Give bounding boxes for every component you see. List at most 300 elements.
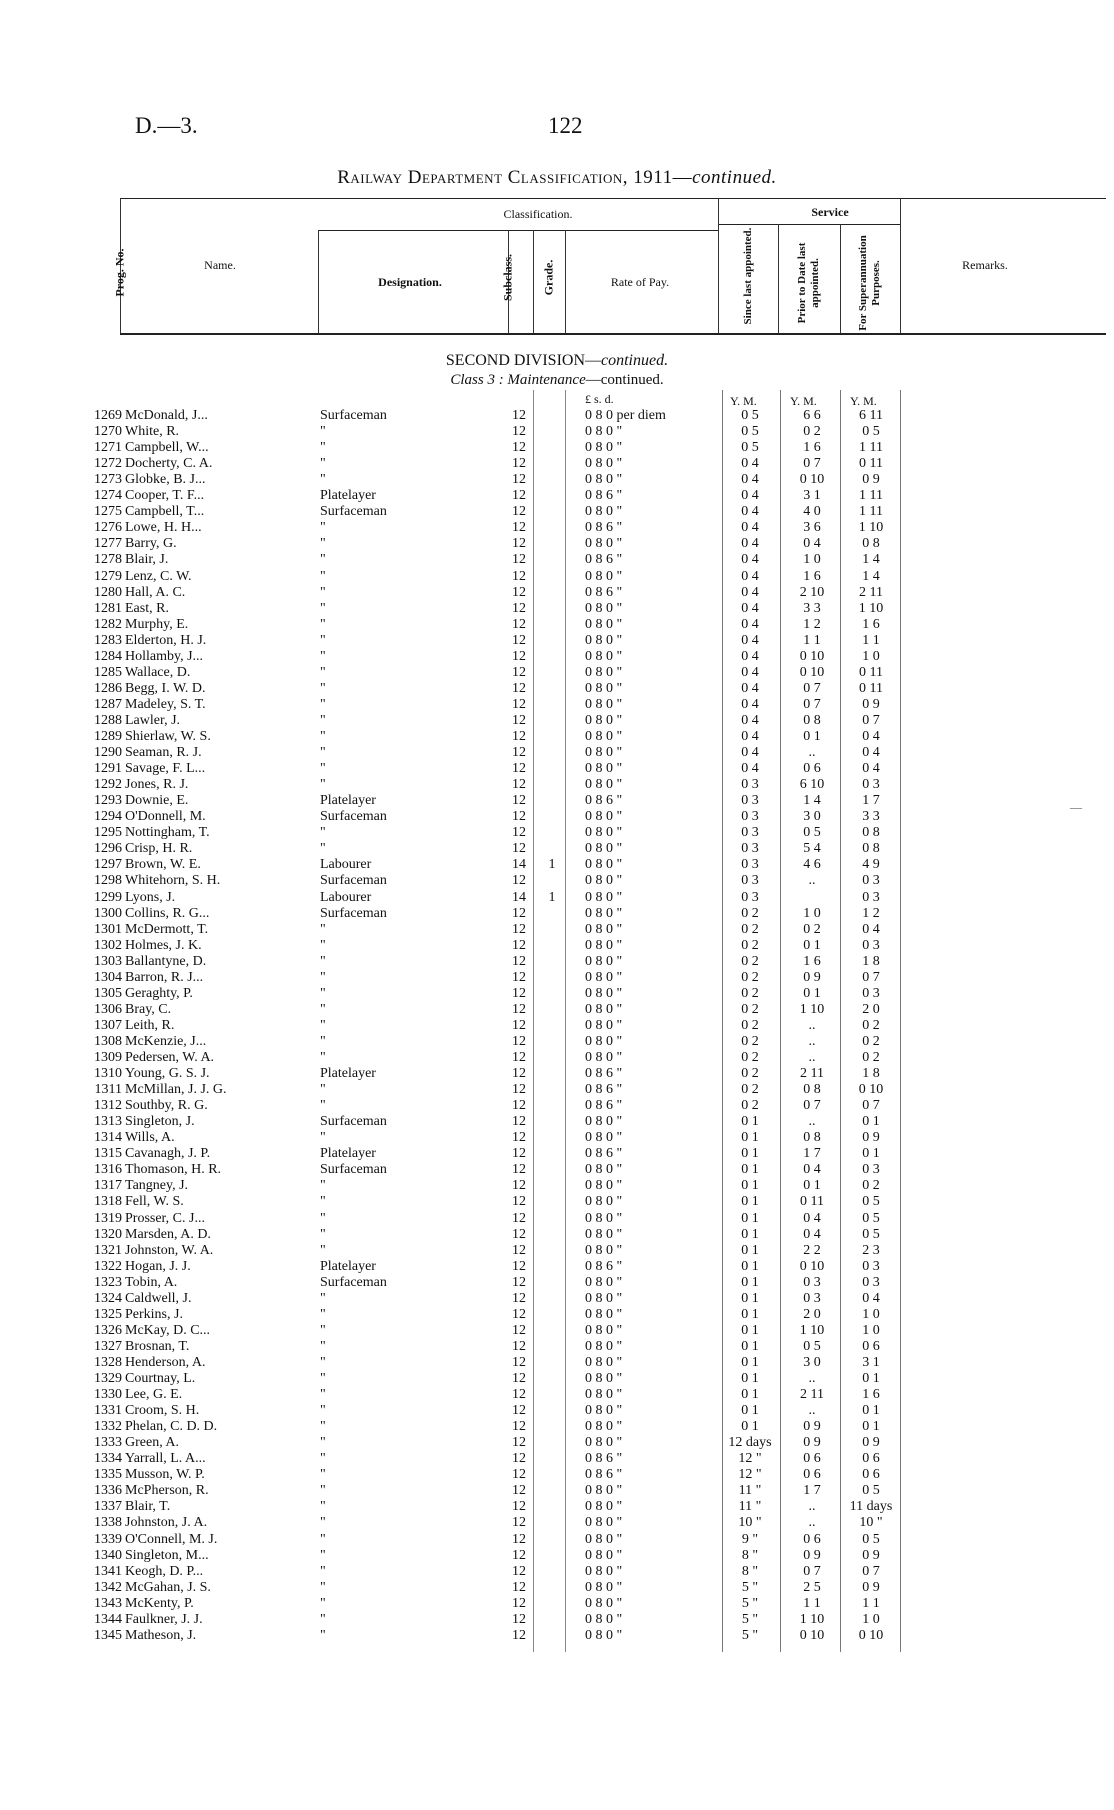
- subclass-cell: 12: [512, 729, 526, 744]
- prog-number-cell: 1295: [94, 825, 122, 841]
- prog-number-cell: 1343: [94, 1595, 122, 1611]
- name-cell: Globke, B. J...: [125, 472, 206, 488]
- superannuation-cell: 1 11: [859, 504, 883, 520]
- superannuation-cell: 0 5: [862, 1226, 880, 1242]
- subclass-cell: 12: [512, 1579, 526, 1595]
- prog-number-cell: 1319: [94, 1210, 122, 1226]
- name-cell: McPherson, R.: [125, 1483, 209, 1499]
- name-cell: Barry, G.: [125, 536, 177, 552]
- prior-service-cell: 6 6: [803, 408, 821, 423]
- subclass-cell: 12: [512, 1194, 526, 1210]
- prior-service-cell: 6 10: [799, 777, 825, 793]
- subclass-cell: 12: [512, 969, 526, 985]
- since-appointed-cell: 0 1: [741, 1403, 759, 1419]
- subclass-cell: 12: [512, 1419, 526, 1435]
- superannuation-cell: 0 6: [862, 1467, 880, 1483]
- since-appointed-cell: 0 4: [741, 504, 759, 520]
- since-units: Y. M.: [730, 394, 757, 408]
- designation-cell: ": [320, 1595, 326, 1611]
- header-grade: Grade.: [541, 259, 556, 296]
- prog-number-cell: 1310: [94, 1066, 122, 1082]
- name-cell: Leith, R.: [125, 1017, 175, 1033]
- since-appointed-cell: 10 ": [738, 1515, 762, 1531]
- name-cell: East, R.: [125, 600, 169, 616]
- name-cell: McMillan, J. J. G.: [125, 1082, 227, 1098]
- rate-cell: 0 8 0 ": [585, 985, 623, 1001]
- header-classification: Classification.: [503, 207, 573, 221]
- rate-cell: 0 8 6 ": [585, 520, 623, 536]
- table-row: [0, 1371, 1114, 1387]
- rate-cell: 0 8 6 ": [585, 1146, 623, 1162]
- subclass-cell: 12: [512, 552, 526, 568]
- since-appointed-cell: 0 1: [741, 1290, 759, 1306]
- designation-cell: ": [320, 825, 326, 841]
- name-cell: Croom, S. H.: [125, 1403, 200, 1419]
- prog-number-cell: 1271: [94, 440, 122, 456]
- prior-service-cell: 0 2: [803, 921, 821, 937]
- designation-cell: ": [320, 969, 326, 985]
- prog-number-cell: 1284: [94, 648, 122, 664]
- grade-cell: 1: [548, 857, 556, 873]
- prior-service-cell: 1 6: [803, 953, 821, 969]
- rate-cell: 0 8 0 ": [585, 712, 623, 728]
- name-cell: Marsden, A. D.: [125, 1226, 211, 1242]
- prog-number-cell: 1314: [94, 1130, 122, 1146]
- superannuation-cell: 1 4: [862, 552, 880, 568]
- rate-cell: 0 8 0 ": [585, 664, 623, 680]
- table-row: [0, 1227, 1114, 1243]
- since-appointed-cell: 0 1: [741, 1162, 759, 1178]
- prior-service-cell: ..: [808, 745, 816, 761]
- designation-cell: Surfaceman: [320, 1114, 387, 1130]
- designation-cell: ": [320, 841, 326, 857]
- prog-number-cell: 1328: [94, 1354, 122, 1370]
- superannuation-cell: 1 10: [858, 520, 884, 536]
- designation-cell: Platelayer: [320, 793, 376, 809]
- since-appointed-cell: 0 2: [741, 953, 759, 969]
- table-row: [0, 1548, 1114, 1564]
- name-cell: McKenty, P.: [125, 1595, 194, 1611]
- subclass-cell: 12: [512, 424, 526, 440]
- table-row: [0, 1483, 1114, 1499]
- prog-number-cell: 1324: [94, 1290, 122, 1306]
- name-cell: Savage, F. L...: [125, 761, 206, 777]
- superannuation-cell: 1 0: [862, 1306, 880, 1322]
- designation-cell: ": [320, 1098, 326, 1114]
- since-appointed-cell: 0 4: [741, 648, 759, 664]
- superannuation-cell: 0 1: [862, 1114, 880, 1130]
- rate-cell: 0 8 6 ": [585, 584, 623, 600]
- prog-number-cell: 1303: [94, 953, 122, 969]
- prog-number-cell: 1312: [94, 1098, 122, 1114]
- subclass-cell: 12: [512, 440, 526, 456]
- prior-service-cell: 0 9: [803, 969, 821, 985]
- table-row: [0, 922, 1114, 938]
- table-row: [0, 970, 1114, 986]
- table-row: [0, 1034, 1114, 1050]
- prior-service-cell: 2 2: [803, 1242, 821, 1258]
- prog-number-cell: 1334: [94, 1451, 122, 1467]
- rate-cell: 0 8 0 ": [585, 1322, 623, 1338]
- since-appointed-cell: 0 5: [741, 408, 759, 423]
- table-row: [0, 1243, 1114, 1259]
- prog-number-cell: 1294: [94, 809, 122, 825]
- name-cell: Cavanagh, J. P.: [125, 1146, 211, 1162]
- prior-service-cell: 0 4: [803, 1210, 821, 1226]
- subclass-cell: 12: [512, 584, 526, 600]
- superannuation-cell: 11 days: [849, 1499, 893, 1515]
- superannuation-cell: 0 8: [862, 825, 880, 841]
- superannuation-cell: 0 3: [862, 777, 880, 793]
- superannuation-cell: 0 4: [862, 1290, 880, 1306]
- prior-service-cell: 1 10: [799, 1322, 825, 1338]
- rate-cell: 0 8 0 ": [585, 761, 623, 777]
- since-appointed-cell: 0 2: [741, 1017, 759, 1033]
- table-row: [0, 1580, 1114, 1596]
- prog-number-cell: 1290: [94, 745, 122, 761]
- prog-number-cell: 1338: [94, 1515, 122, 1531]
- since-appointed-cell: 0 1: [741, 1338, 759, 1354]
- table-row: [0, 1291, 1114, 1307]
- document-reference: D.—3.: [135, 113, 198, 138]
- superannuation-cell: 2 11: [859, 584, 883, 600]
- since-appointed-cell: 8 ": [741, 1563, 759, 1579]
- rate-cell: 0 8 0 ": [585, 1162, 623, 1178]
- name-cell: Singleton, M...: [125, 1547, 209, 1563]
- subclass-cell: 12: [512, 1146, 526, 1162]
- prog-number-cell: 1282: [94, 616, 122, 632]
- prog-number-cell: 1308: [94, 1033, 122, 1049]
- subclass-cell: 12: [512, 648, 526, 664]
- rate-cell: 0 8 0 ": [585, 1306, 623, 1322]
- designation-cell: ": [320, 600, 326, 616]
- prog-number-cell: 1296: [94, 841, 122, 857]
- rate-cell: 0 8 0 ": [585, 1130, 623, 1146]
- prog-number-cell: 1320: [94, 1226, 122, 1242]
- prior-service-cell: 0 2: [803, 424, 821, 440]
- designation-cell: ": [320, 1338, 326, 1354]
- table-row: [0, 825, 1114, 841]
- designation-cell: ": [320, 1226, 326, 1242]
- designation-cell: ": [320, 1082, 326, 1098]
- since-appointed-cell: 0 4: [741, 664, 759, 680]
- rate-cell: 0 8 0 ": [585, 472, 623, 488]
- table-row: [0, 1532, 1114, 1548]
- subclass-cell: 12: [512, 953, 526, 969]
- prog-number-cell: 1279: [94, 568, 122, 584]
- table-row: [0, 1435, 1114, 1451]
- table-row: [0, 520, 1114, 536]
- subclass-cell: 12: [512, 1066, 526, 1082]
- division-heading: [0, 352, 1114, 370]
- rate-cell: 0 8 0 ": [585, 1387, 623, 1403]
- name-cell: McDermott, T.: [125, 921, 209, 937]
- rate-cell: 0 8 6 ": [585, 1082, 623, 1098]
- rate-cell: 0 8 0 ": [585, 889, 623, 905]
- subclass-cell: 12: [512, 793, 526, 809]
- name-cell: Hogan, J. J.: [125, 1258, 191, 1274]
- table-row: [0, 1419, 1114, 1435]
- prog-number-cell: 1345: [94, 1627, 122, 1643]
- rate-cell: 0 8 0 ": [585, 1435, 623, 1451]
- name-cell: Barron, R. J...: [125, 969, 204, 985]
- since-appointed-cell: 0 2: [741, 1082, 759, 1098]
- name-cell: Blair, T.: [125, 1499, 171, 1515]
- header-designation: Designation.: [378, 275, 442, 289]
- designation-cell: ": [320, 985, 326, 1001]
- since-appointed-cell: 0 4: [741, 536, 759, 552]
- table-row: [0, 665, 1114, 681]
- prior-service-cell: ..: [808, 1403, 816, 1419]
- since-appointed-cell: 0 1: [741, 1354, 759, 1370]
- designation-cell: ": [320, 1499, 326, 1515]
- rate-cell: 0 8 0 ": [585, 1338, 623, 1354]
- name-cell: Wills, A.: [125, 1130, 175, 1146]
- table-row: [0, 1275, 1114, 1291]
- designation-cell: Surfaceman: [320, 408, 387, 423]
- table-row: [0, 1211, 1114, 1227]
- subclass-cell: 12: [512, 1306, 526, 1322]
- subclass-cell: 12: [512, 1226, 526, 1242]
- classification-rule: [318, 230, 718, 231]
- superannuation-cell: 0 11: [859, 456, 883, 472]
- superannuation-cell: 0 9: [862, 1435, 880, 1451]
- prog-number-cell: 1339: [94, 1531, 122, 1547]
- table-row: [0, 745, 1114, 761]
- superannuation-cell: 1 4: [862, 568, 880, 584]
- designation-cell: ": [320, 696, 326, 712]
- name-cell: Lee, G. E.: [125, 1387, 183, 1403]
- subclass-cell: 12: [512, 1338, 526, 1354]
- rate-cell: 0 8 6 ": [585, 1098, 623, 1114]
- table-row: [0, 841, 1114, 857]
- prog-number-cell: 1287: [94, 696, 122, 712]
- since-appointed-cell: 0 4: [741, 552, 759, 568]
- superannuation-cell: 0 3: [862, 1258, 880, 1274]
- prior-service-cell: 5 4: [803, 841, 821, 857]
- prior-service-cell: 0 1: [803, 937, 821, 953]
- since-appointed-cell: 0 2: [741, 969, 759, 985]
- prog-number-cell: 1321: [94, 1242, 122, 1258]
- superannuation-cell: 0 9: [862, 1547, 880, 1563]
- subclass-cell: 12: [512, 1531, 526, 1547]
- prior-service-cell: 0 10: [799, 1627, 825, 1643]
- rate-cell: 0 8 6 ": [585, 793, 623, 809]
- table-row: [0, 408, 1114, 424]
- subclass-cell: 12: [512, 1178, 526, 1194]
- designation-cell: ": [320, 1515, 326, 1531]
- prog-number-cell: 1311: [94, 1082, 122, 1098]
- subclass-cell: 12: [512, 680, 526, 696]
- title-continued: continued.: [692, 167, 777, 188]
- prog-number-cell: 1293: [94, 793, 122, 809]
- superannuation-cell: 2 3: [862, 1242, 880, 1258]
- prior-service-cell: 0 10: [799, 1258, 825, 1274]
- superannuation-cell: 1 8: [862, 1066, 880, 1082]
- since-appointed-cell: 5 ": [741, 1579, 759, 1595]
- name-cell: O'Connell, M. J.: [125, 1531, 218, 1547]
- prog-number-cell: 1342: [94, 1579, 122, 1595]
- prog-number-cell: 1300: [94, 905, 122, 921]
- prior-service-cell: 3 0: [803, 809, 821, 825]
- header-prior-to-date: Prior to Date last appointed.: [796, 242, 821, 324]
- table-row: [0, 1451, 1114, 1467]
- prog-number-cell: 1301: [94, 921, 122, 937]
- since-appointed-cell: 0 1: [741, 1306, 759, 1322]
- table-row: [0, 1307, 1114, 1323]
- rate-cell: 0 8 6 ": [585, 1451, 623, 1467]
- name-cell: Phelan, C. D. D.: [125, 1419, 218, 1435]
- name-cell: Southby, R. G.: [125, 1098, 208, 1114]
- table-row: [0, 1515, 1114, 1531]
- superannuation-cell: 0 9: [862, 472, 880, 488]
- superannuation-cell: 0 4: [862, 761, 880, 777]
- superannuation-cell: 0 7: [862, 1098, 880, 1114]
- prog-number-cell: 1307: [94, 1017, 122, 1033]
- prog-number-cell: 1325: [94, 1306, 122, 1322]
- subclass-cell: 12: [512, 600, 526, 616]
- name-cell: Campbell, T...: [125, 504, 205, 520]
- name-cell: Downie, E.: [125, 793, 189, 809]
- rate-cell: 0 8 0 ": [585, 1419, 623, 1435]
- table-row: [0, 1018, 1114, 1034]
- since-appointed-cell: 12 days: [728, 1435, 772, 1451]
- prior-service-cell: 4 0: [803, 504, 821, 520]
- table-row: [0, 697, 1114, 713]
- table-row: [0, 633, 1114, 649]
- prior-service-cell: 0 7: [803, 696, 821, 712]
- superannuation-cell: 6 11: [859, 408, 883, 423]
- subclass-cell: 12: [512, 825, 526, 841]
- since-appointed-cell: 0 1: [741, 1178, 759, 1194]
- rate-cell: 0 8 0 ": [585, 1033, 623, 1049]
- prior-service-cell: 2 11: [800, 1387, 824, 1403]
- since-appointed-cell: 0 3: [741, 889, 759, 905]
- subclass-cell: 12: [512, 1017, 526, 1033]
- designation-cell: Surfaceman: [320, 809, 387, 825]
- subclass-cell: 12: [512, 1162, 526, 1178]
- since-appointed-cell: 0 1: [741, 1387, 759, 1403]
- name-cell: Hollamby, J...: [125, 648, 204, 664]
- name-cell: Johnston, W. A.: [125, 1242, 214, 1258]
- prior-service-cell: 1 1: [803, 632, 821, 648]
- prog-number-cell: 1278: [94, 552, 122, 568]
- since-appointed-cell: 0 1: [741, 1210, 759, 1226]
- since-appointed-cell: 0 4: [741, 472, 759, 488]
- table-row: [0, 906, 1114, 922]
- prior-service-cell: 1 10: [799, 1611, 825, 1627]
- name-cell: Singleton, J.: [125, 1114, 195, 1130]
- subclass-cell: 12: [512, 761, 526, 777]
- prior-service-cell: 3 1: [803, 488, 821, 504]
- prog-number-cell: 1326: [94, 1322, 122, 1338]
- table-row: [0, 1114, 1114, 1130]
- prog-number-cell: 1335: [94, 1467, 122, 1483]
- name-cell: Collins, R. G...: [125, 905, 210, 921]
- table-row: [0, 1259, 1114, 1275]
- prog-number-cell: 1336: [94, 1483, 122, 1499]
- prior-service-cell: ..: [808, 1499, 816, 1515]
- superannuation-cell: 0 3: [862, 1162, 880, 1178]
- table-row: [0, 1082, 1114, 1098]
- since-appointed-cell: 0 3: [741, 777, 759, 793]
- superannuation-cell: 0 5: [862, 1483, 880, 1499]
- superannuation-cell: 1 6: [862, 1387, 880, 1403]
- name-cell: Madeley, S. T.: [125, 696, 206, 712]
- subclass-cell: 12: [512, 504, 526, 520]
- designation-cell: ": [320, 568, 326, 584]
- prog-number-cell: 1327: [94, 1338, 122, 1354]
- table-row: [0, 1628, 1114, 1644]
- col-line: [840, 224, 841, 333]
- superannuation-cell: 1 11: [859, 440, 883, 456]
- rate-cell: 0 8 6 ": [585, 552, 623, 568]
- since-appointed-cell: 5 ": [741, 1595, 759, 1611]
- header-since-appointed: Since last appointed.: [742, 227, 754, 325]
- prog-number-cell: 1269: [94, 408, 122, 423]
- table-row: [0, 986, 1114, 1002]
- table-row: [0, 601, 1114, 617]
- page-number: 122: [548, 113, 583, 138]
- subclass-cell: 12: [512, 408, 526, 423]
- subclass-cell: 12: [512, 1001, 526, 1017]
- subclass-cell: 12: [512, 873, 526, 889]
- designation-cell: Surfaceman: [320, 1274, 387, 1290]
- table-row: [0, 1050, 1114, 1066]
- designation-cell: ": [320, 552, 326, 568]
- subclass-cell: 12: [512, 632, 526, 648]
- name-cell: Geraghty, P.: [125, 985, 193, 1001]
- rate-cell: 0 8 0 ": [585, 424, 623, 440]
- superannuation-cell: 1 2: [862, 905, 880, 921]
- rate-cell: 0 8 0 ": [585, 777, 623, 793]
- prior-service-cell: 0 4: [803, 536, 821, 552]
- col-line: [533, 230, 534, 333]
- designation-cell: ": [320, 1001, 326, 1017]
- prog-number-cell: 1305: [94, 985, 122, 1001]
- name-cell: Murphy, E.: [125, 616, 189, 632]
- designation-cell: ": [320, 632, 326, 648]
- prog-number-cell: 1289: [94, 729, 122, 744]
- table-row: [0, 1467, 1114, 1483]
- subclass-cell: 12: [512, 1274, 526, 1290]
- superannuation-cell: 3 3: [862, 809, 880, 825]
- name-cell: Keogh, D. P...: [125, 1563, 204, 1579]
- designation-cell: ": [320, 616, 326, 632]
- table-row: [0, 713, 1114, 729]
- prior-service-cell: 3 3: [803, 600, 821, 616]
- rate-cell: 0 8 0 ": [585, 504, 623, 520]
- table-row: [0, 1146, 1114, 1162]
- rate-cell: 0 8 0 ": [585, 1531, 623, 1547]
- table-row: [0, 1130, 1114, 1146]
- since-appointed-cell: 9 ": [741, 1531, 759, 1547]
- subclass-cell: 12: [512, 696, 526, 712]
- table-row: [0, 424, 1114, 440]
- since-appointed-cell: 0 4: [741, 712, 759, 728]
- designation-cell: ": [320, 1531, 326, 1547]
- since-appointed-cell: 0 5: [741, 424, 759, 440]
- designation-cell: ": [320, 1210, 326, 1226]
- since-appointed-cell: 5 ": [741, 1611, 759, 1627]
- rate-cell: 0 8 0 ": [585, 921, 623, 937]
- super-units: Y. M.: [850, 394, 877, 408]
- subclass-cell: 12: [512, 1611, 526, 1627]
- subclass-cell: 12: [512, 1467, 526, 1483]
- table-row: [0, 456, 1114, 472]
- superannuation-cell: 0 10: [858, 1082, 884, 1098]
- subclass-cell: 12: [512, 1290, 526, 1306]
